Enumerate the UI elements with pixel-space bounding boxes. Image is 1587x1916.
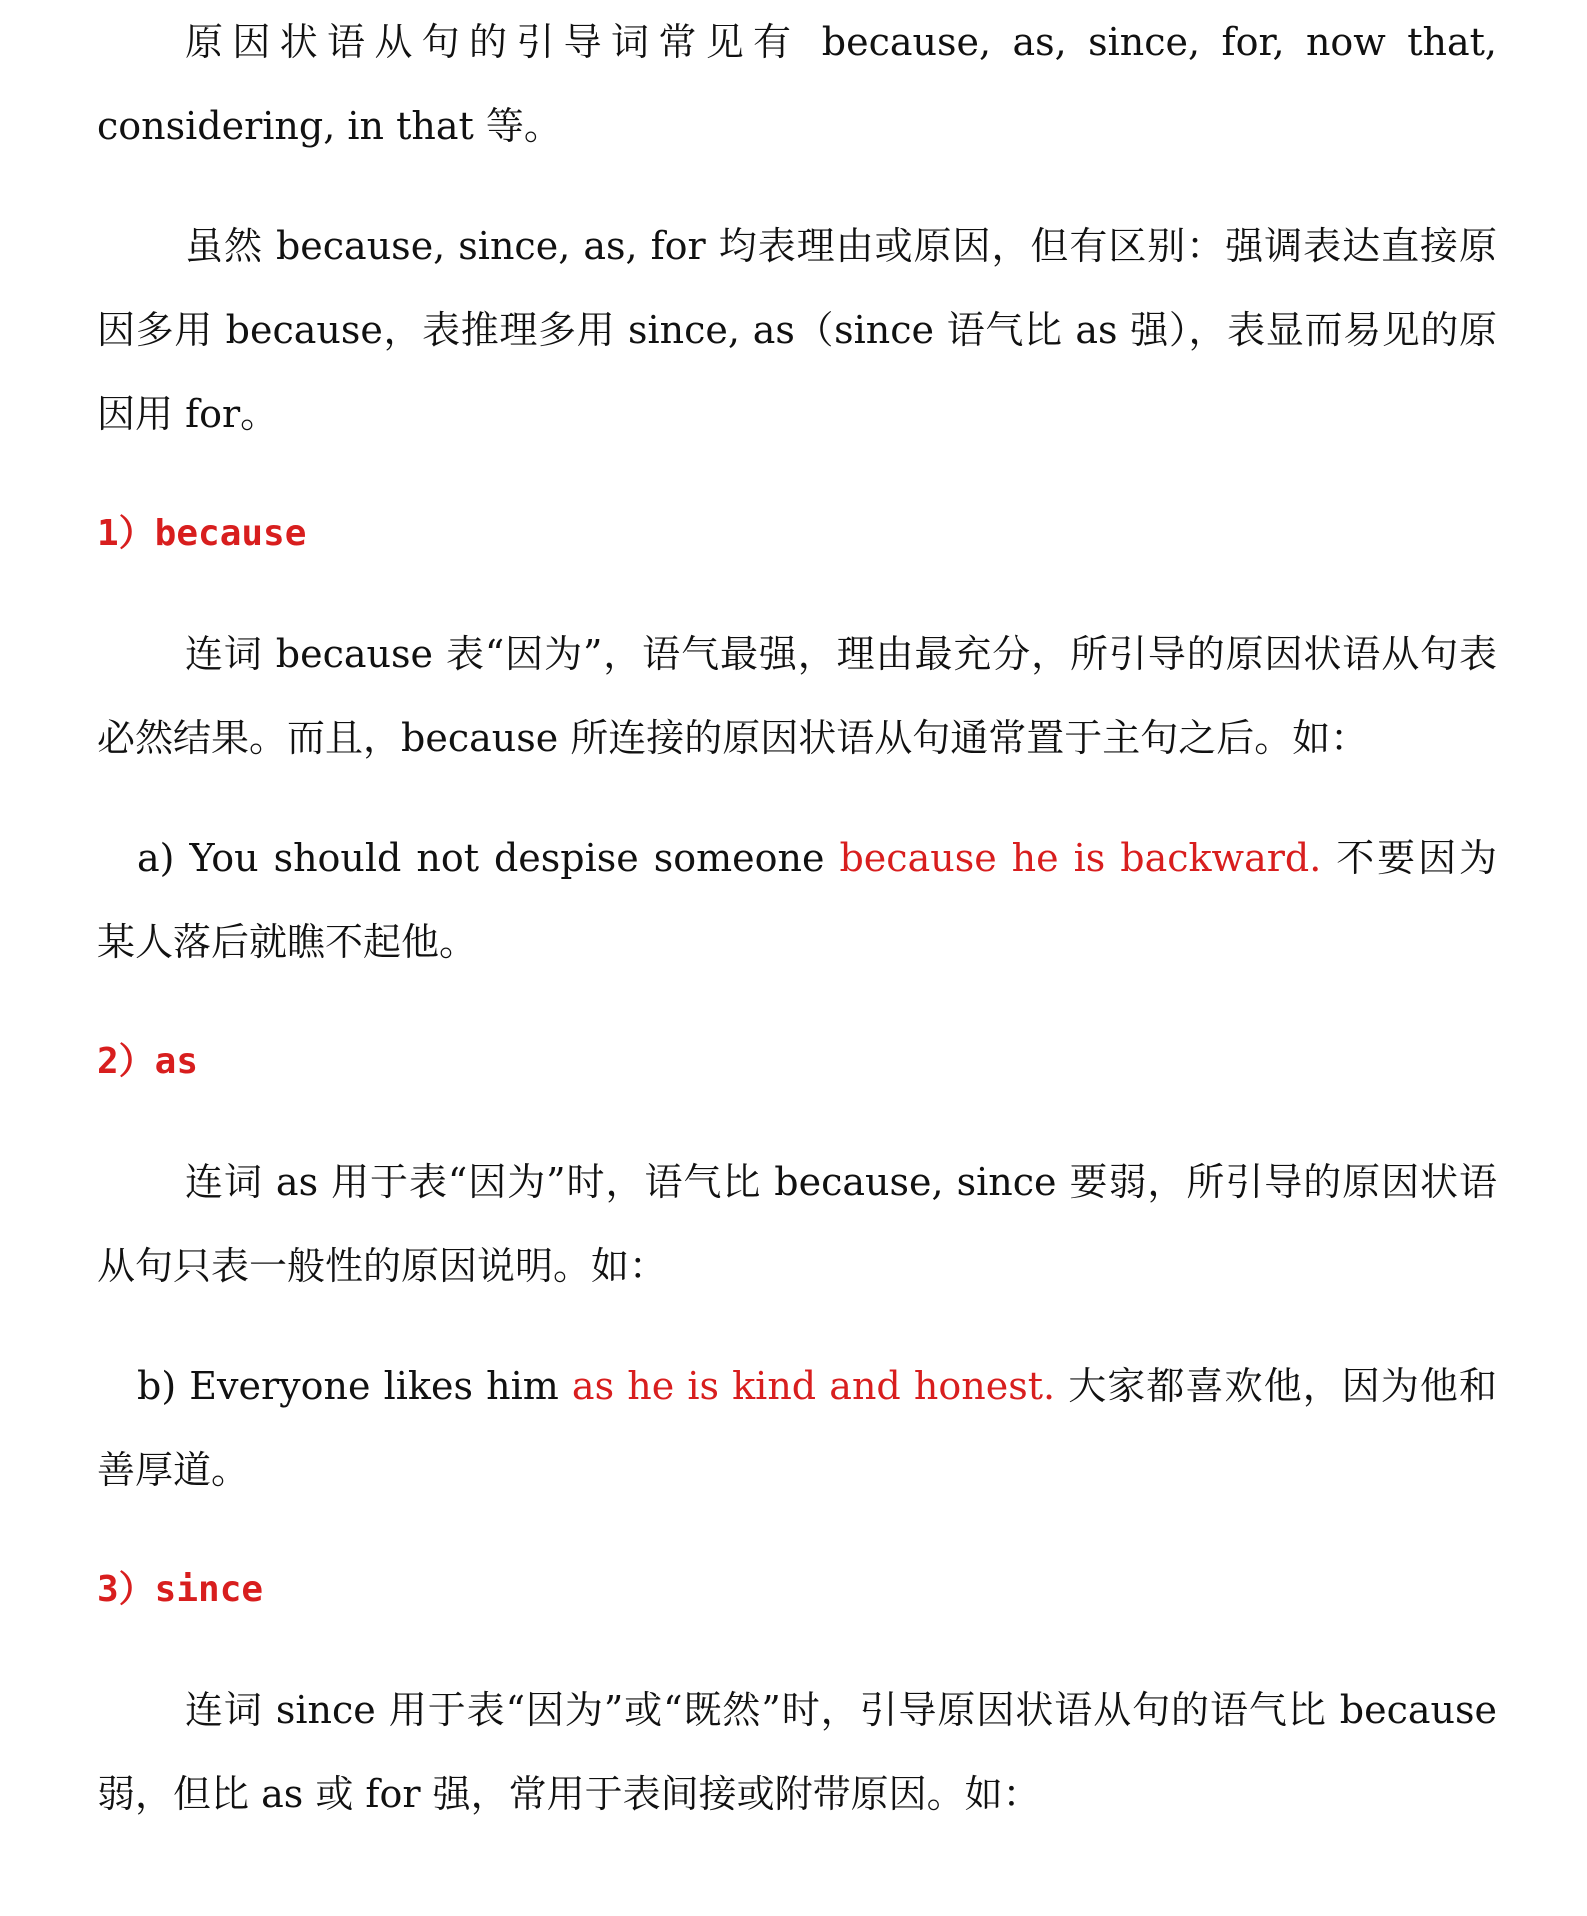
spacer [97,1632,1497,1668]
spacer [97,1104,1497,1140]
spacer [97,780,1497,816]
example-a-highlight: because he is backward. [839,836,1322,880]
spacer [97,1512,1497,1548]
document-page [97,0,1497,1836]
section-heading-as: 2）as [97,1041,199,1082]
example-b [97,1344,1497,1512]
example-b-translation: 大家都喜欢他，因为他和善厚道。 [97,1364,1497,1492]
example-a-translation: 不要因为某人落后就瞧不起他。 [97,836,1497,964]
example-a [97,816,1497,984]
spacer [97,1308,1497,1344]
section-text-since: 连词 since 用于表“因为”或“既然”时，引导原因状语从句的语气比 because 弱，但比 as 或 for 强，常用于表间接或附带原因。如： [97,1688,1497,1816]
section-text-because: 连词 because 表“因为”，语气最强，理由最充分，所引导的原因状语从句表必然结果。而且，because 所连接的原因状语从句通常置于主句之后。如： [97,632,1497,760]
example-a-prefix: a) You should not despise someone [137,836,840,880]
section-heading-because: 1）because [97,513,307,554]
spacer [97,576,1497,612]
section-heading-since: 3）since [97,1569,264,1610]
spacer [97,168,1497,204]
intro-paragraph-1: 原因状语从句的引导词常见有 because, as, since, for, now that, considering, in that 等。 [97,20,1497,148]
example-b-highlight: as he is kind and honest. [571,1364,1056,1408]
intro-paragraph-2: 虽然 because, since, as, for 均表理由或原因，但有区别：强调表达直接原因多用 because，表推理多用 since, as（since 语气比 as 强），表显而易见的原因用 for。 [97,224,1497,436]
spacer [97,456,1497,492]
section-text-as: 连词 as 用于表“因为”时，语气比 because, since 要弱，所引导的原因状语从句只表一般性的原因说明。如： [97,1160,1497,1288]
example-b-prefix: b) Everyone likes him [137,1364,572,1408]
spacer [97,984,1497,1020]
